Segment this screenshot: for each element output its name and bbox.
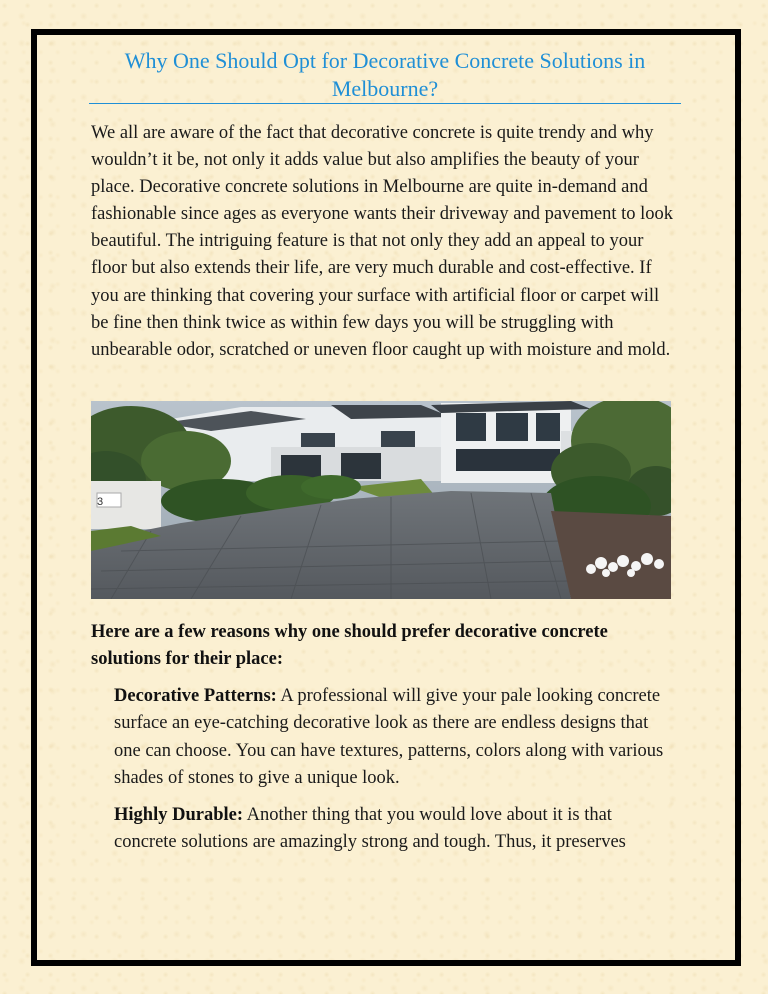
document-title: Why One Should Opt for Decorative Concrete Solutions in Melbourne?	[89, 47, 681, 104]
driveway-photo	[91, 401, 671, 599]
intro-paragraph: We all are aware of the fact that decorative concrete is quite trendy and why wouldn’t it be, not only it adds value but also amplifies the beauty of your place. Decorative concrete solutions in Melbourne are quite in-demand and fashionable since ages as everyone wants their driveway and pavement to look beautiful. The intriguing feature is that not only they add an appeal to your floor but also extends their life, are very much durable and cost-effective. If you are thinking that covering your surface with artificial floor or carpet will be fine then think twice as within few days you will be struggling with unbearable odor, scratched or uneven floor caught up with moisture and mold.	[91, 123, 674, 360]
reasons-heading: Here are a few reasons why one should prefer decorative concrete solutions for their place:	[91, 622, 608, 670]
house-number: 3	[97, 496, 104, 508]
reason-decorative-patterns	[114, 683, 674, 792]
reason-label: Highly Durable:	[114, 805, 243, 825]
reason-text: Another thing that you would love about it is that concrete solutions are amazingly strong and tough. Thus, it preserves	[114, 805, 626, 853]
reason-label: Decorative Patterns:	[114, 686, 277, 706]
reason-text: A professional will give your pale looking concrete surface an eye-catching decorative look as there are endless designs that one can choose. You can have textures, patterns, colors along with various shades of stones to give a unique look.	[114, 686, 664, 788]
reason-highly-durable	[114, 802, 674, 857]
